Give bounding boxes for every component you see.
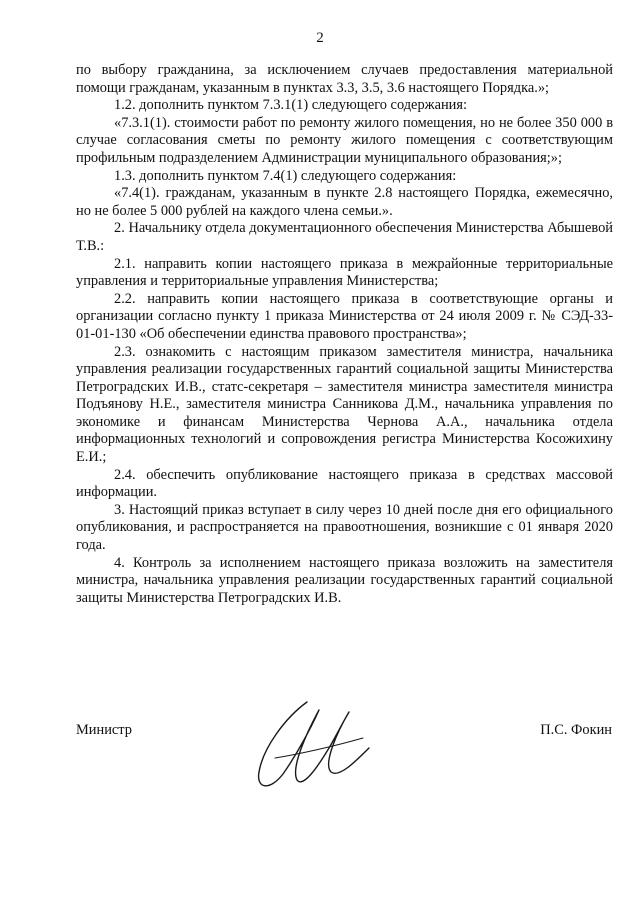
paragraph: 2.4. обеспечить опубликование настоящего приказа в средствах массовой информации.: [76, 466, 613, 501]
paragraph: по выбору гражданина, за исключением случаев предоставления материальной помощи гражданам, указанным в пунктах 3.3, 3.5, 3.6 настоящего Порядка.»;: [76, 62, 613, 96]
handwritten-signature: [245, 688, 385, 808]
paragraph: «7.4(1). гражданам, указанным в пункте 2.8 настоящего Порядка, ежемесячно, но не более 5 000 рублей на каждого члена семьи.».: [76, 185, 613, 219]
paragraph: 2.1. направить копии настоящего приказа в межрайонные территориальные управления и территориальные управления Министерства;: [76, 255, 613, 290]
paragraph: 1.3. дополнить пунктом 7.4(1) следующего содержания:: [114, 167, 457, 184]
paragraph: 3. Настоящий приказ вступает в силу через 10 дней после дня его официального опубликования, и распространяется на правоотношения, возникшие с 01 января 2020 года.: [76, 501, 613, 554]
paragraph: 2.2. направить копии настоящего приказа в соответствующие органы и организации согласно пункту 1 приказа Министерства от 24 июля 2009 г. № СЭД-33-01-01-130 «Об обеспечении единства правового пространства»;: [76, 290, 613, 342]
paragraph: «7.3.1(1). стоимости работ по ремонту жилого помещения, но не более 350 000 в случае согласования сметы по ремонту жилого помещения с соответствующим профильным подразделением Администрации муниципального образования;»;: [76, 114, 613, 166]
signatory-position: Министр: [76, 722, 132, 738]
paragraph: 2. Начальнику отдела документационного обеспечения Министерства Абышевой Т.В.:: [76, 220, 613, 254]
paragraph: 2.3. ознакомить с настоящим приказом заместителя министра, начальника управления реализации государственных гарантий социальной защиты Министерства Петроградских И.В., статс-секретаря – заместителя министра заместителя министра Подъянову Н.Е., заместителя министра Санникова Д.М., начальника управления по экономике и финансам Министерства Чернова А.А., начальника отдела информационных технологий и сопровождения регистра Министерства Косожихину Е.И.;: [76, 343, 613, 466]
signatory-name: П.С. Фокин: [540, 722, 612, 738]
paragraph: 1.2. дополнить пунктом 7.3.1(1) следующего содержания:: [114, 97, 467, 114]
document-body: [76, 62, 613, 607]
page-number: 2: [316, 30, 324, 46]
paragraph: 4. Контроль за исполнением настоящего приказа возложить на заместителя министра, начальника управления реализации государственных гарантий социальной защиты Министерства Петроградских И.В.: [76, 554, 613, 606]
